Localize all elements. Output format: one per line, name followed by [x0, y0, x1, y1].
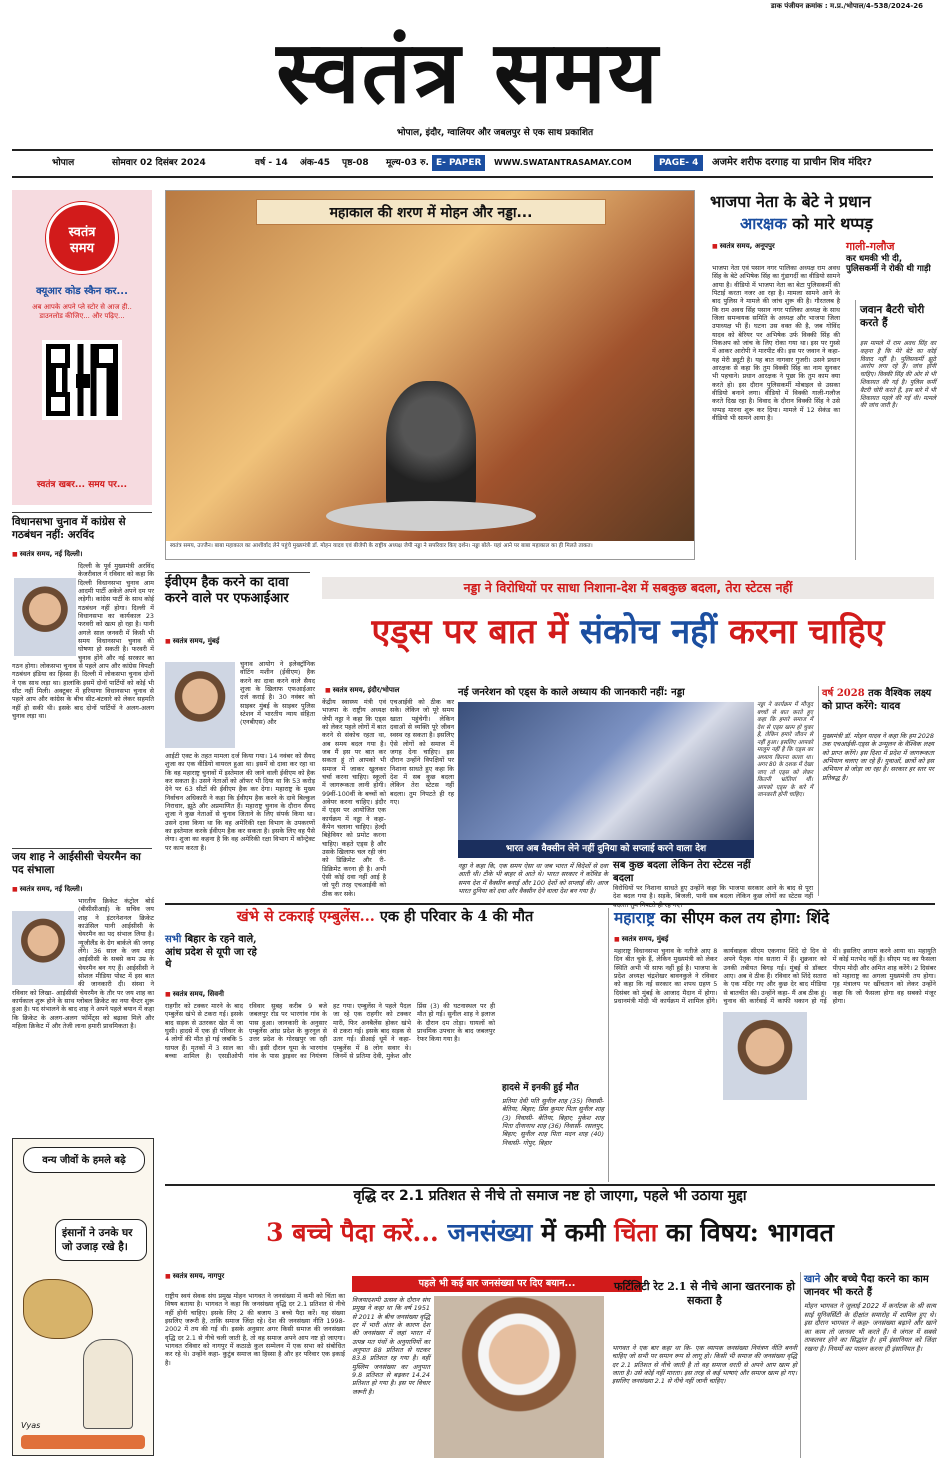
- bhagwat-headline-a: 3 बच्चे पैदा करें...: [266, 1218, 439, 1247]
- target-headline-a: वर्ष 2028: [822, 688, 865, 699]
- sidebar-logo: [46, 202, 118, 274]
- sidebar-promo: [12, 190, 152, 505]
- nadda-headline-b: संकोच नहीं: [579, 612, 718, 652]
- suja-photo: [165, 662, 235, 748]
- nadda-photo-caption: भारत अब वैक्सीन लेने नहीं दुनिया को सप्लाई करने वाला देश: [458, 840, 754, 858]
- cartoon-ground: [21, 1435, 145, 1449]
- target-text: मुख्यमंत्री डॉ. मोहन यादव ने कहा कि हम 2028 तक एचआईवी-एड्स के उन्मूलन के वैश्विक लक्ष्य को प्राप्त करेंगे। इस दिशा में प्रदेश में जागरूकता अभियान चलाए जा रहे हैं। युवाओं, छात्रों को इस अभियान से जोड़ा जा रहा है। सरकार हर स्तर पर प्रतिबद्ध है।: [822, 732, 934, 782]
- cartoon-bubble: इंसानों ने उनके घर जो उजाड़ रखे है।: [55, 1219, 147, 1261]
- ambulance-subhead: [165, 934, 265, 972]
- bhagwat-headline: [165, 1208, 935, 1258]
- cartoon-title: वन्य जीवों के हमले बढ़े: [23, 1147, 145, 1173]
- page-badge: PAGE- 4: [654, 155, 703, 171]
- bjp-byline: ■ स्वतंत्र समय, अनूपपुर: [712, 242, 842, 251]
- bhagwat-box-title: पहले भी कई बार जनसंख्या पर दिए बयान...: [352, 1276, 642, 1292]
- jayshah-body: [12, 897, 154, 1129]
- bhagwat-photo: [434, 1296, 604, 1458]
- cartoon-signature: Vyas: [21, 1421, 41, 1430]
- dateline-bar: [12, 152, 933, 174]
- fertility-text: भागवत ने एक बार कहा था कि- एक व्यापक जनसंख्या नियंत्रण नीति बननी चाहिए जो सभी पर समान रूप से लागू हो। किसी भी समाज की जनसंख्या वृद्धि दर 2.1 प्रतिशत से नीचे जाती है तो वह समाज धरती से अपने आप खत्म हो जाता है। उसे कोई नहीं मारता। इस तरह से कई भाषाएं और समाज खत्म हो गए। इसलिए जनसंख्या 2.1 से नीचे नहीं जानी चाहिए।: [612, 1344, 797, 1386]
- congress-body: [12, 562, 154, 844]
- dateline-city: भोपाल: [52, 158, 75, 168]
- maharashtra-headline-a: महाराष्ट्र: [614, 908, 655, 927]
- bjp-side2-text: इस मामले में राम अवध सिंह का कहना है कि मेरे बेटे का कोई विवाद नहीं है। पुलिसकर्मी झूठे आरोप लगा रहे हैं। जांच होनी चाहिए। विक्की सिंह की ओर से भी शिकायत की गई है। पुलिस कर्मी बैटरी चोरी करते हैं, इस बारे में भी शिकायत पहले की गई थी। मामले की जांच जारी है।: [860, 340, 936, 410]
- ambulance-sub-a: सभी: [165, 934, 182, 945]
- qr-title: क्यूआर कोड स्कैन कर...: [36, 286, 128, 297]
- dateline-issue: अंक-45: [300, 158, 331, 168]
- congress-text: दिल्ली के पूर्व मुख्यमंत्री अरविंद केजरीवाल ने रविवार को कहा कि दिल्ली विधानसभा चुनाव आम आदमी पार्टी अकेले अपने दम पर लड़ेगी। कांग्रेस पार्टी के साथ कोई गठबंधन नहीं होगा। दिल्ली में विधानसभा का कार्यकाल 23 फरवरी को खत्म हो रहा है। यानी अगले साल जनवरी में किसी भी समय विधानसभा चुनाव की घोषणा हो सकती है। फरवरी में चुनाव होंगे और नई सरकार का गठन होगा। लोकसभा चुनाव से पहले आप और कांग्रेस विपक्षी गठबंधन इंडिया का हिस्सा हैं। दिल्ली में लोकसभा चुनाव दोनों ने एक साथ लड़ा था। हालांकि इसमें दोनों पार्टियों को कोई भी सीट नहीं मिली। अक्टूबर में हरियाणा विधानसभा चुनाव से पहले आप और कांग्रेस के बीच सीट-बंटवारे को लेकर सहमति नहीं हो सकी थी। इसके बाद दोनों पार्टियों ने अलग-अलग चुनाव लड़ा था।: [12, 562, 154, 720]
- logo-line1: स्वतंत्र: [68, 225, 96, 240]
- cartoon-figure: [23, 1279, 93, 1339]
- bhagwat-byline: ■ स्वतंत्र समय, नागपुर: [165, 1272, 345, 1281]
- nadda-col3: नड्डा ने कहा कि, एक समय ऐसा था जब भारत में विदेशों से दवा आती थी। टीके भी बाहर से आते थे। भारत सरकार ने कोविड के समय देश में वैक्सीन बनाई और 100 देशों को सप्लाई की। आज भारत दुनिया को दवा और वैक्सीन देने वाला देश बन गया है।: [458, 862, 608, 895]
- bjp-side-text: कर धमकी भी दी, पुलिसकर्मी ने रोकी थी गाड़ी: [846, 253, 931, 275]
- nadda-headline: [322, 602, 934, 662]
- cartoon-man: [83, 1339, 133, 1429]
- dateline-date: सोमवार 02 दिसंबर 2024: [112, 158, 206, 168]
- nadda-byline: ■ स्वतंत्र समय, इंदौर/भोपाल: [325, 686, 455, 695]
- nadda-col4-head: सब कुछ बदला लेकिन तेरा स्टेटस नहीं बदला: [613, 860, 751, 884]
- bhagwat-headline-e: का विषय: भागवत: [665, 1218, 834, 1247]
- bjp-headline-2a: आरक्षक: [740, 214, 787, 233]
- jayshah-text: भारतीय क्रिकेट कंट्रोल बोर्ड (बीसीसीआई) के सचिव जय शाह ने इंटरनेशनल क्रिकेट काउंसिल यानी आईसीसी के चेयरमैन का पद संभाल लिया है। न्यूजीलैंड के ग्रेग बार्कले की जगह लेंगे। 36 साल के जय शाह आईसीसी के सबसे कम उम्र के चेयरमैन बन गए हैं। आईसीसी ने सोशल मीडिया पोस्ट में इस बात की जानकारी दी। संस्था ने रविवार को लिखा- आईसीसी चेयरमैन के तौर पर जय शाह का कार्यकाल शुरू होने के साथ ग्लोबल क्रिकेट का नया चैप्टर शुरू हुआ है। पद संभालने के बाद शाह ने अपने पहले बयान में कहा कि क्रिकेट के अलग-अलग फॉर्मेट्स को बढ़ावा मिले और महिला क्रिकेट में और तेजी लाना हमारी प्राथमिकता है।: [12, 897, 154, 1030]
- bhagwat-kicker: वृद्धि दर 2.1 प्रतिशत से नीचे तो समाज नष्ट हो जाएगा, पहले भी उठाया मुद्दा: [353, 1188, 747, 1204]
- dead-list: प्रतिमा देवी पति सुनील शाह (35) निवासी- बेतिया, बिहार; प्रिंस कुमार पिता सुनील शाह (3) निवासी- बेतिया, बिहार; मुकेश शाह पिता दीनानाथ शाह (36) निवासी- रसलपुर, बिहार; सुनील शाह पिता मदन शाह (40) निवासी- गोपुर, बिहार: [502, 1097, 604, 1147]
- nadda-col2: एचआईवी को ठीक कर सके। लेकिन जो पूरे समय खाता पहुंचेगी। लेकिन दवाओं से व्यक्ति पूरे जीवन स्वस्थ रह सकता है। इसलिए ऐसे लोगों को समाज में जगह देना चाहिए। इस दौरान उन्होंने विपक्षियों पर निशाना साधते हुए कहा कि देश में सब कुछ बदला लेकिन तेरा स्टेटस नहीं बदला। तुम निपटते ही रह गए।: [390, 698, 454, 806]
- cartoon-panel: [12, 1138, 154, 1456]
- dateline-teaser: अजमेर शरीफ दरगाह या प्राचीन शिव मंदिर?: [712, 157, 873, 168]
- evm-lead: चुनाव आयोग ने इलेक्ट्रॉनिक वोटिंग मशीन (ईवीएम) हैक करने का दावा करने वाले सैयद शुजा के खिलाफ एफआईआर दर्ज कराई है। 30 नवंबर को साइबर मुंबई के साइबर पुलिस स्टेशन में भारतीय न्याय संहिता (एनबीएस) और: [240, 660, 315, 727]
- maharashtra-byline: ■ स्वतंत्र समय, मुंबई: [614, 935, 764, 944]
- ambulance-headline-a: खंभे से टकराई एम्बुलेंस...: [236, 908, 375, 925]
- nadda-col1: केंद्रीय स्वास्थ्य मंत्री एवं भाजपा के राष्ट्रीय अध्यक्ष जेपी नड्डा ने कहा कि एड्स को लेकर पहले लोगों में बात करने से संकोच रहता था, अब समय बदल गया है। जब मैं इस पर बात कर सकता हूं तो आपको भी समाज में जाकर खुलकर चर्चा करना चाहिए। स्कूलों में जागरूकता लानी होगी। 99वीं-100वीं के बच्चों को अवेयर करना चाहिए। इंदौर में एड्स पर आयोजित एक कार्यक्रम में नड्डा ने कहा- कैंपेन चलाना चाहिए। हेल्दी बिहेवियर को प्रमोट करना चाहिए। कहते एड्स है और उसके खिलाफ चल रही जंग को डिक्रिमेट और री-डिक्रिमेट करना ही है। अभी ऐसी कोई दवा नहीं आई है जो पूरी तरह एचआईवी को ठीक कर सके।: [322, 698, 386, 898]
- bhagwat-headline-d: चिंता: [614, 1218, 658, 1247]
- bhagwat-box-text: विजयादशमी उत्सव के दौरान संघ प्रमुख ने कहा था कि वर्ष 1951 से 2011 के बीच जनसंख्या वृद्धि दर में भारी अंतर के कारण देश की जनसंख्या में जहां भारत में उत्पन्न मत पंथों के अनुयायियों का अनुपात 88 प्रतिशत से घटकर 83.8 प्रतिशत रह गया है। वहीं मुस्लिम जनसंख्या का अनुपात 9.8 प्रतिशत से बढ़कर 14.24 प्रतिशत हो गया है। इस पर विचार जरूरी है।: [352, 1296, 430, 1396]
- ambulance-body: राहगीर को टक्कर मारने के बाद एम्बुलेंस खंभे से टकरा गई। इसके बाद सड़क से उतरकर खेत में जा घुसी। हादसे में एक ही परिवार के 4 लोगों की मौत हो गई जबकि 5 घायल हैं। मृतकों में 3 साल का बच्चा शामिल है। एसडीओपी रविवार सुबह करीब 9 बजे जबलपुर रोड पर भारगांव गांव के पास हुआ। जानकारी के अनुसार एम्बुलेंस आंध्र प्रदेश के कुरनूल से उत्तर प्रदेश के गोरखपुर जा रही थी। इसी दौरान घूमा के भारगांव गांव के पास ड्राइवर का नियंत्रण हट गया। एम्बुलेंस ने पहले पैदल जा रहे एक राहगीर को टक्कर मारी, फिर अनबैलेंस होकर खंभे से टकरा गई। इसके बाद सड़क से उतर गई। डीआई धूमें ने कहा- एम्बुलेंस में 8 लोग सवार थे। जिनमें से प्रतिमा देवी, मुकेश और प्रिंस (3) की घटनास्थल पर ही मौत हो गई। सुनील शाह ने इलाज के दौरान दम तोड़ा। घायलों को प्राथमिक उपचार के बाद जबलपुर रेफर किया गया है।: [165, 1002, 495, 1060]
- registration-number: डाक पंजीयन क्रमांक : म.प्र./भोपाल/4-538/2024-26: [770, 2, 923, 10]
- ambulance-sub-b: बिहार के रहने वाले, आंध प्रदेश से यूपी जा रहे थे: [165, 934, 257, 970]
- jayshah-byline: ■ स्वतंत्र समय, नई दिल्ली।: [12, 885, 152, 894]
- target-headline-b: तक वैश्विक लक्ष्य को प्राप्त करेंगे: यादव: [822, 688, 932, 712]
- qr-footer: स्वतंत्र खबर... समय पर...: [36, 480, 128, 490]
- fertility-headline: फर्टिलिटी रेट 2.1 से नीचे आना खतरनाक हो सकता है: [614, 1280, 795, 1307]
- mahakal-photo: [166, 191, 694, 541]
- logo-line2: समय: [69, 241, 95, 257]
- ambulance-byline: ■ स्वतंत्र समय, सिवनी: [165, 990, 265, 999]
- evm-headline: [165, 575, 315, 606]
- bjp-headline-2: [740, 214, 935, 234]
- dateline-price: मूल्य-03 रु.: [386, 158, 429, 168]
- nadda-headline-a: एड्स पर बात में: [371, 612, 569, 652]
- nadda-subhead: नई जनरेशन को एड्स के काले अध्याय की जानकारी नहीं: नड्डा: [458, 687, 685, 698]
- bjp-body: भाजपा नेता एवं पसान नगर पालिका अध्यक्ष राम अवध सिंह के बेटे अभिषेक सिंह का गुंडागर्दी का वीडियो सामने आया है। वीडियो में भाजपा नेता का बेटा पुलिसकर्मी की पिटाई करता नजर आ रहा है। मामला सामने आने के बाद पुलिस ने मामले की जांच शुरू की है। गौरतलब है कि राम अवध सिंह पसान नगर पालिका अध्यक्ष के साथ जिला समन्वयक समिति के अध्यक्ष और भाजपा जिला उपाध्यक्ष भी हैं। घटना उस वक्त की है, जब गोविंद यादव को बेरियर पर अभिषेक उर्फ विक्की सिंह की पिकअप को जांच के लिए रोका गया था। इस पर गुस्से में आकर आरोपी ने मारपीट की। इस पर जवान ने कहा- यह मेरी ड्यूटी है। यह बात नागवार गुजरी। उसने प्रधान आरक्षक से कहा कि तुम विक्की सिंह का नाम सुनकर भी पहचाने। प्रधान आरक्षक ने पूछा कि तुम काम क्या करते हो। इस दौरान पुलिसकर्मी मोबाइल से उसका वीडियो बनाने लगा। वीडियो में विक्की गाली-गलौज करते दिख रहा है। विवाद के दौरान विक्की सिंह ने उसे थप्पड़ मारना शुरू कर दिया। मामले में 12 सेकंड का वीडियो भी सामने आया है।: [712, 264, 840, 422]
- mahakal-banner: महाकाल की शरण में मोहन और नड्डा...: [256, 199, 606, 225]
- epaper-badge: E- PAPER: [432, 155, 485, 171]
- qr-code[interactable]: [42, 340, 122, 420]
- nadda-col4: विरोधियों पर निशाना साधते हुए उन्होंने कहा कि भाजपा सरकार आने के बाद से पूरा देश बदल गया है। सड़कें, बिजली, पानी सब बदला लेकिन कुछ लोगों का स्टेटस नहीं: [613, 884, 813, 901]
- nadda-headline-c: करना चाहिए: [728, 612, 885, 652]
- congress-byline: ■ स्वतंत्र समय, नई दिल्ली।: [12, 550, 152, 559]
- dateline-year: वर्ष - 14: [255, 158, 288, 168]
- bhagwat-side-text: मोहन भागवत ने जुलाई 2022 में कर्नाटक के श्री सत्य साई यूनिवर्सिटी के दीक्षांत समारोह में शामिल हुए थे। इस दौरान भागवत ने कहा- जनसंख्या बढ़ाने और खाने का काम तो जानवर भी करते हैं। ये जंगल में सबसे ताकतवर होने का सिद्धांत है। हमें इंसानियत को जिंदा रखना है। नियमों का पालन करना ही इंसानियत है।: [804, 1302, 936, 1353]
- website-url: WWW.SWATANTRASAMAY.COM: [494, 158, 632, 167]
- masthead-title: स्वतंत्र समय: [276, 22, 660, 123]
- bhagwat-headline-b: जनसंख्या: [447, 1218, 533, 1247]
- bhagwat-body: राष्ट्रीय स्वयं सेवक संघ प्रमुख मोहन भागवत ने जनसंख्या में कमी को चिंता का विषय बताया है। भागवत ने कहा कि जनसंख्या वृद्धि दर 2.1 प्रतिशत से नीचे नहीं होनी चाहिए। इसके लिए 2 की बजाय 3 बच्चे पैदा करें। यह संख्या इसलिए जरूरी है, ताकि समाज जिंदा रहे। देश की जनसंख्या नीति 1998-2002 में तय की गई थी। इसके अनुसार अगर किसी समाज की जनसंख्या वृद्धि दर 2.1 से नीचे चली जाती है, तो वह समाज अपने आप नष्ट हो जाएगा। भागवत रविवार को नागपुर में कठाळे कुल सम्मेलन में एक सभा को संबोधित कर रहे थे। उन्होंने कहा- कुटुंब समाज का हिस्सा है और हर परिवार एक इकाई है।: [165, 1292, 345, 1367]
- target-headline: [822, 688, 934, 713]
- nadda-kicker: नड्डा ने विरोधियों पर साधा निशाना-देश में सबकुछ बदला, तेरा स्टेटस नहीं: [322, 577, 934, 599]
- bjp-side-box: [846, 240, 935, 300]
- dead-headline: हादसे में इनकी हुई मौत: [502, 1083, 579, 1093]
- dateline-pages: पृष्ठ-08: [342, 158, 369, 168]
- ambulance-headline: [165, 908, 605, 926]
- bhagwat-side-headline: [804, 1274, 936, 1299]
- qr-text: अब आपके अपने प्ले स्टोर से आज ही.. डाउनलोड कीजिए... और पढ़िए...: [32, 303, 132, 320]
- jayshah-headline: जय शाह ने आईसीसी चेयरमैन का पद संभाला: [12, 851, 141, 877]
- evm-headline-text: ईवीएम हैक करने का दावा करने वाले पर एफआईआर: [165, 575, 289, 606]
- bhagwat-side-a: खाने: [804, 1274, 821, 1285]
- bjp-photo: [712, 258, 840, 263]
- maharashtra-headline-b: का सीएम कल तय होगा: शिंदे: [660, 908, 830, 927]
- maharashtra-body: महाराष्ट्र विधानसभा चुनाव के नतीजे आए 8 दिन बीत चुके हैं, लेकिन मुख्यमंत्री को लेकर स्थिति अभी भी साफ नहीं हुई है। भाजपा के प्रदेश अध्यक्ष चंद्रशेखर बावनकुले ने रविवार को कहा कि नई सरकार का शपथ ग्रहण 5 दिसंबर को मुंबई के आजाद मैदान में होगा। प्रधानमंत्री मोदी भी कार्यक्रम में शामिल होंगे। कार्यवाहक सीएम एकनाथ शिंदे दो दिन से अपने पैतृक गांव सतारा में हैं। शुक्रवार को उनकी तबीयत बिगड़ गई। मुंबई से डॉक्टर आए। अब वे ठीक हैं। रविवार को शिंदे सतारा के एक मंदिर गए और कुछ देर बाद मीडिया से बातचीत की। उन्होंने कहा- मैं अब ठीक हूं। चुनाव की कार्रवाई में काफी थकान हो गई थी। इसलिए आराम करने आया था। महायुति में कोई मतभेद नहीं है। सीएम पद का फैसला पीएम मोदी और अमित शाह करेंगे। 2 दिसंबर को महाराष्ट्र का अगला मुख्यमंत्री तय होगा। गृह मंत्रालय पर खींचतान को लेकर उन्होंने कहा कि जो फैसला होगा वह सबको मंजूर होगा।: [614, 947, 936, 1005]
- ambulance-headline-b: एक ही परिवार के 4 की मौत: [379, 908, 534, 925]
- congress-headline: विधानसभा चुनाव में कांग्रेस से गठबंधन नहीं: अरविंद: [12, 516, 126, 542]
- bhagwat-side-b: और बच्चे पैदा करने का काम जानवर भी करते हैं: [804, 1274, 929, 1298]
- bjp-side2-title: जवान बैटरी चोरी करते हैं: [860, 304, 925, 330]
- bjp-side-head: गाली-गलौज: [846, 240, 895, 253]
- bjp-headline-2b: को मारे थप्पड़: [792, 214, 873, 233]
- masthead-subtitle: भोपाल, इंदौर, ग्वालियर और जबलपुर से एक साथ प्रकाशित: [396, 128, 594, 138]
- nadda-photo: [458, 702, 754, 858]
- mahakal-photo-block: [165, 190, 695, 560]
- mahakal-caption: स्वतंत्र समय, उज्जैन। बाबा महाकाल का आशीर्वाद लेने पहुंचे मुख्यमंत्री डॉ. मोहन यादव एवं बीजेपी के राष्ट्रीय अध्यक्ष जेपी नड्डा ने सपरिवार किए दर्शन। नड्डा बोले- यहां आने पर बाबा महाकाल का ही मिलते ताकत।: [170, 543, 593, 549]
- maharashtra-headline: [614, 908, 936, 927]
- evm-body: आईटी एक्ट के तहत मामला दर्ज किया गया। 14 नवंबर को सैयद शुजा का एक वीडियो वायरल हुआ था। इसमें वो दावा कर रहा था कि वह महाराष्ट्र चुनावों में इस्तेमाल की जाने वाली ईवीएम को हैक कर सकता है। उसने नेताओं को ऑफर भी दिया था कि 53 करोड़ देने पर 63 सीटों की ईवीएम हैक कर देगा। महाराष्ट्र के मुख्य निर्वाचन अधिकारी ने कहा कि ईवीएम हैक करने के दावे बिल्कुल निराधार, झूठे और अप्रमाणित हैं। महाराष्ट्र चुनाव के दौरान सैयद शुजा ने कुछ नेताओं से चुनाव जिताने के लिए संपर्क किया था। उसने दावा किया था कि वह अमेरिकी रक्षा विभाग के उपकरणों का इस्तेमाल करके ईवीएम हैक कर सकता है। इसके लिए वह पैसे लेगा। शुजा का कहना है कि वह अमेरिकी रक्षा विभाग में कॉन्ट्रेक्ट पर काम करता है।: [165, 752, 315, 852]
- bjp-headline-1: भाजपा नेता के बेटे ने प्रधान: [710, 192, 871, 211]
- bhagwat-headline-c: में कमी: [541, 1218, 606, 1247]
- evm-byline: ■ स्वतंत्र समय, मुंबई: [165, 637, 313, 646]
- nadda-photo-side: नड्डा ने कार्यक्रम में मौजूद बच्चों से बात करते हुए कहा कि हमारे समाज में देश से एड्स खत्म हो चुका है, लेकिन हमारे जीवन से नहीं हुआ। इसलिए आपको मालूम नहीं है कि एड्स का अध्याय कितना काला था। अगर 80 के दशक में देखा जाए तो एड्स को लेकर कितनी भ्रांतियां थीं। आपको एड्स के बारे में जानकारी होनी चाहिए।: [757, 702, 813, 799]
